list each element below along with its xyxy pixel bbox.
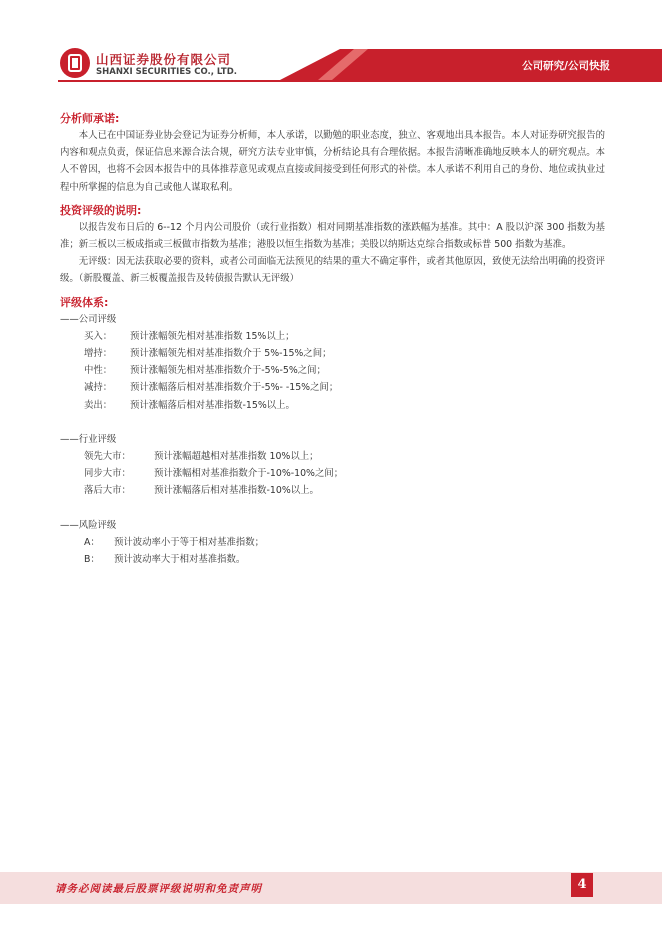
rating-row: [60, 328, 605, 345]
rating-desc: 预计涨幅领先相对基准指数介于-5%-5%之间；: [130, 365, 326, 377]
company-rating-group: [60, 311, 605, 414]
company-name-en: SHANXI SECURITIES CO., LTD.: [96, 67, 238, 77]
company-name-cn: 山西证券股份有限公司: [96, 52, 232, 67]
rating-row: [60, 379, 605, 396]
risk-rating-heading: ——风险评级: [60, 519, 117, 531]
rating-label: A：: [84, 536, 100, 548]
rating-label: 中性：: [84, 365, 113, 377]
rating-row: [60, 465, 605, 482]
rating-label: 同步大市：: [84, 468, 131, 480]
analyst-commitment-text: 本人已在中国证券业协会登记为证券分析师，本人承诺，以勤勉的职业态度，独立、客观地出具本报告。本人对证券研究报告的内容和观点负责，保证信息来源合法合规，研究方法专业审慎，分析结论具有合理依据。本报告清晰准确地反映本人的研究观点。本人不曾因，也将不会因本报告中的具体推荐意见或观点直接或间接受到任何形式的补偿。本人承诺不利用自己的身份、地位或执业过程中所掌握的信息为自己或他人谋取私利。: [60, 130, 605, 193]
page-number: 4: [571, 873, 593, 897]
company-rating-heading: ——公司评级: [60, 313, 117, 325]
rating-label: 买入：: [84, 330, 113, 342]
rating-row: [60, 534, 605, 551]
report-category: 公司研究/公司快报: [522, 60, 610, 72]
spacer: [60, 414, 605, 431]
rating-desc: 预计涨幅落后相对基准指数介于-5%- -15%之间；: [130, 382, 339, 394]
rating-label: 增持：: [84, 348, 113, 360]
rating-row: [60, 362, 605, 379]
disclaimer-notice: 请务必阅读最后股票评级说明和免责声明: [55, 883, 262, 895]
rating-desc: 预计涨幅超越相对基准指数 10%以上；: [154, 451, 319, 463]
rating-label: 领先大市：: [84, 451, 131, 463]
industry-rating-group: [60, 431, 605, 500]
rating-row: [60, 448, 605, 465]
rating-row: [60, 482, 605, 499]
risk-rating-group: [60, 517, 605, 569]
page-footer: [0, 872, 662, 904]
rating-label: B：: [84, 554, 100, 566]
rating-label: 减持：: [84, 382, 113, 394]
report-content: [60, 110, 605, 568]
rating-desc: 预计波动率大于相对基准指数。: [114, 554, 246, 566]
rating-desc: 预计涨幅领先相对基准指数 15%以上；: [130, 330, 295, 342]
rating-row: [60, 551, 605, 568]
no-rating-text: 无评级：因无法获取必要的资料，或者公司面临无法预见的结果的重大不确定事件，或者其他原因，致使无法给出明确的投资评级。（新股覆盖、新三板覆盖报告及转债报告默认无评级）: [60, 256, 605, 285]
page-header: [0, 0, 662, 100]
rating-desc: 预计涨幅落后相对基准指数-10%以上。: [154, 485, 319, 497]
rating-explanation-text: 以报告发布日后的 6--12 个月内公司股价（或行业指数）相对同期基准指数的涨跌幅为基准。其中：A 股以沪深 300 指数为基准；新三板以三板成指或三板做市指数为基准；港股以恒生指数为基准；美股以纳斯达克综合指数或标普 500 指数为基准。: [60, 221, 605, 251]
rating-row: [60, 397, 605, 414]
rating-desc: 预计波动率小于等于相对基准指数；: [114, 536, 265, 548]
rating-desc: 预计涨幅落后相对基准指数-15%以上。: [130, 399, 295, 411]
rating-row: [60, 345, 605, 362]
header-divider: [58, 80, 662, 82]
analyst-commitment-title: 分析师承诺:: [60, 112, 120, 125]
rating-label: 卖出：: [84, 399, 113, 411]
industry-rating-heading: ——行业评级: [60, 433, 117, 445]
rating-system-title: 评级体系:: [60, 295, 109, 309]
spacer: [60, 500, 605, 517]
rating-desc: 预计涨幅领先相对基准指数介于 5%-15%之间；: [130, 348, 332, 360]
company-logo-icon: [60, 48, 90, 78]
rating-desc: 预计涨幅相对基准指数介于-10%-10%之间；: [154, 468, 344, 480]
rating-explanation-title: 投资评级的说明:: [60, 203, 142, 217]
rating-label: 落后大市：: [84, 485, 131, 497]
